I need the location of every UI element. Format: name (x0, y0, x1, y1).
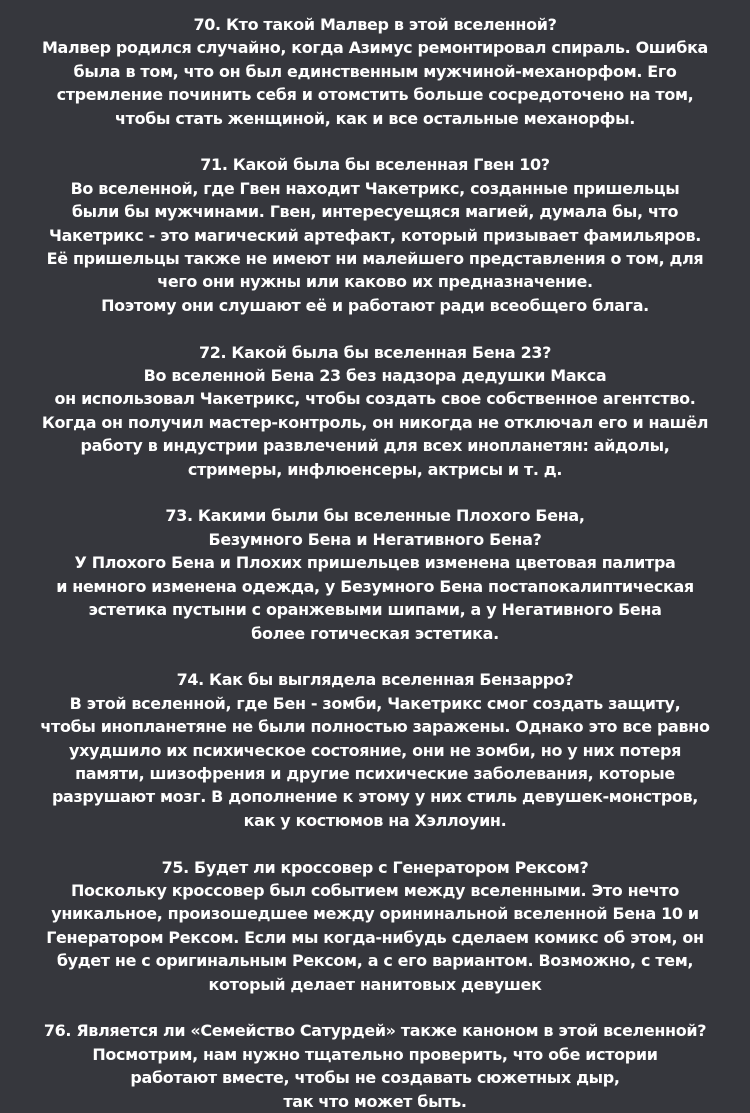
qa-section-72 (0, 341, 750, 481)
answer-line: Во вселенной Бена 23 без надзора дедушки Макса (143, 366, 607, 386)
answer-line: Генератором Рексом. Если мы когда-нибудь сделаем комикс об этом, он (46, 927, 704, 947)
question-heading: 76. Является ли «Семейство Сатурдей» также каноном в этой вселенной? (43, 1021, 707, 1041)
answer-line: эстетика пустыни с оранжевыми шипами, а у Негативного Бена (88, 600, 662, 620)
question-heading: Безумного Бена и Негативного Бена? (208, 529, 542, 549)
answer-line: стримеры, инфлюенсеры, актрисы и т. д. (187, 459, 563, 479)
qa-section-71 (0, 153, 750, 317)
answer-line: Когда он получил мастер-контроль, он никогда не отключал его и нашёл (41, 412, 709, 432)
answer-line: ухудшило их психическое состояние, они не зомби, но у них потеря (69, 740, 681, 760)
answer-line: и немного изменена одежда, у Безумного Бена постапокалиптическая (56, 576, 694, 596)
qa-section-70 (0, 13, 750, 130)
qa-section-75 (0, 856, 750, 996)
answer-line: памяти, шизофрения и другие психические заболевания, которые (75, 763, 675, 783)
answer-line: чтобы стать женщиной, как и все остальные механорфы. (115, 108, 635, 128)
answer-line: У Плохого Бена и Плохих пришельцев изменена цветовая палитра (74, 553, 676, 573)
qa-section-74 (0, 668, 750, 832)
question-heading: 75. Будет ли кроссовер с Генератором Рексом? (161, 857, 589, 877)
answer-line: он использовал Чакетрикс, чтобы создать свое собственное агентство. (54, 389, 696, 409)
question-heading: 74. Как бы выглядела вселенная Бензарро? (176, 670, 574, 690)
answer-line: будет не с оригинальным Рексом, а с его вариантом. Возможно, с тем, (56, 951, 694, 971)
answer-line: В этой вселенной, где Бен - зомби, Чакетрикс смог создать защиту, (69, 693, 681, 713)
answer-line: Поскольку кроссовер был событием между вселенными. Это нечто (71, 880, 679, 900)
answer-line: как у костюмов на Хэллоуин. (243, 810, 507, 830)
answer-line: Малвер родился случайно, когда Азимус ремонтировал спираль. Ошибка (41, 38, 709, 58)
answer-line: так что может быть. (283, 1091, 467, 1111)
answer-line: работают вместе, чтобы не создавать сюжетных дыр, (130, 1068, 620, 1088)
answer-line: стремление починить себя и отомстить больше сосредоточено на том, (56, 85, 694, 105)
question-heading: 72. Какой была бы вселенная Бена 23? (198, 342, 552, 362)
answer-line: были бы мужчинами. Гвен, интересуещяся магией, думала бы, что (71, 202, 679, 222)
answer-line: была в том, что он был единственным мужчиной-механорфом. Его (73, 61, 677, 81)
answer-line: разрушают мозг. В дополнение к этому у них стиль девушек-монстров, (51, 787, 699, 807)
answer-line: более готическая эстетика. (251, 623, 499, 643)
question-heading: 70. Кто такой Малвер в этой вселенной? (193, 15, 557, 34)
answer-line: который делает нанитовых девушек (208, 974, 542, 994)
answer-line: чтобы инопланетяне не были полностью заражены. Однако это все равно (40, 717, 710, 737)
answer-line: Во вселенной, где Гвен находит Чакетрикс, созданные пришельцы (70, 178, 680, 198)
answer-line: уникальное, произошедшее между орининальной вселенной Бена 10 и (51, 904, 699, 924)
question-heading: 73. Какими были бы вселенные Плохого Бена, (165, 506, 585, 526)
answer-line: Чакетрикс - это магический артефакт, который призывает фамильяров. (49, 225, 701, 245)
question-heading: 71. Какой была бы вселенная Гвен 10? (200, 155, 550, 175)
qa-section-73 (0, 504, 750, 644)
answer-line: чего они нужны или каково их предназначение. (157, 272, 593, 292)
answer-line: Посмотрим, нам нужно тщательно проверить, что обе истории (92, 1044, 658, 1064)
answer-line: работу в индустрии развлечений для всех инопланетян: айдолы, (80, 436, 670, 456)
qa-section-76 (0, 1019, 750, 1113)
answer-line: Поэтому они слушают её и работают ради всеобщего блага. (101, 295, 649, 315)
answer-line: Её пришельцы также не имеют ни малейшего представления о том, для (46, 249, 704, 269)
